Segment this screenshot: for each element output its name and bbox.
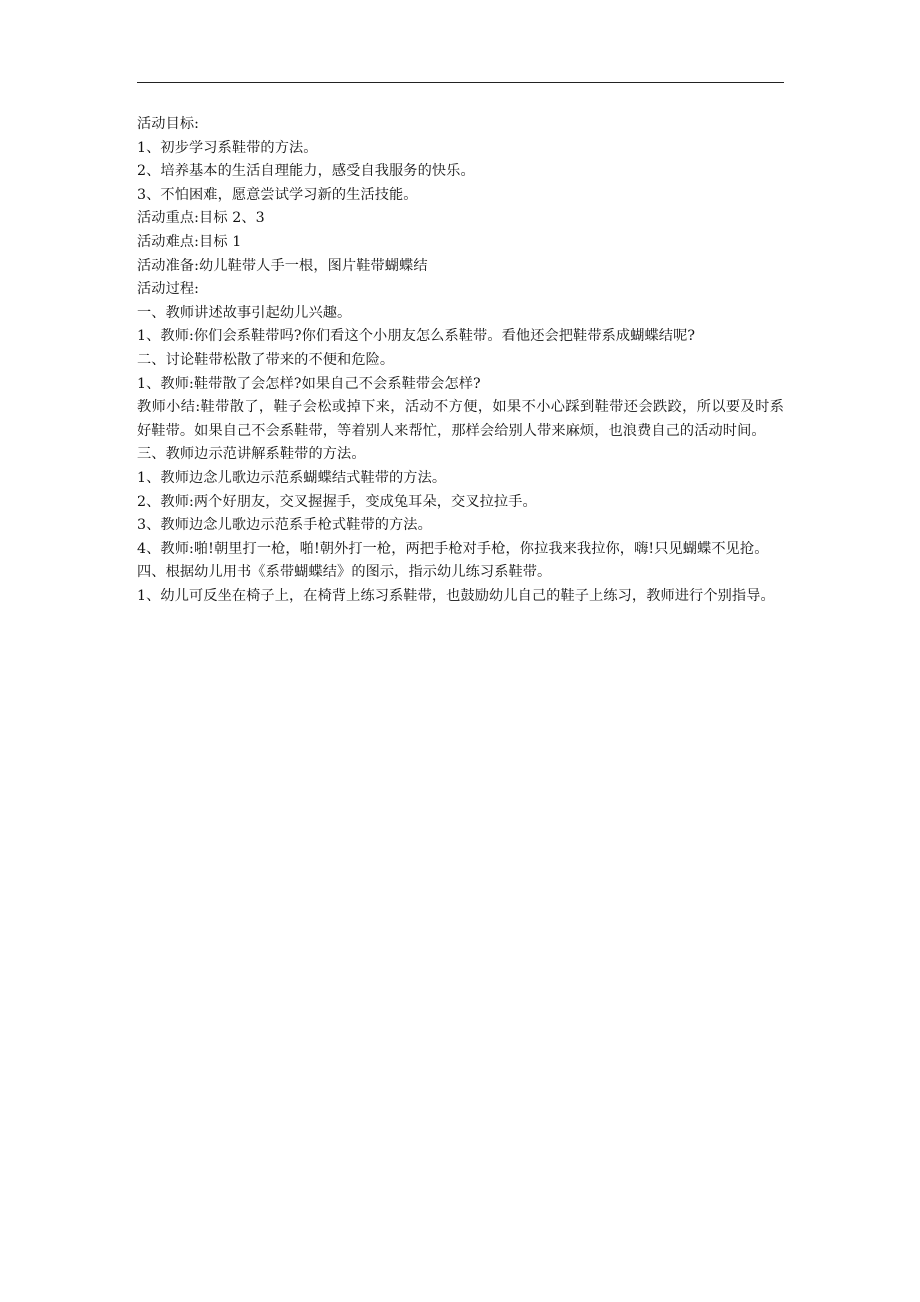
process-step-3-item-3: 3、教师边念儿歌边示范系手枪式鞋带的方法。 (137, 517, 432, 534)
objective-item-1: 1、初步学习系鞋带的方法。 (137, 139, 318, 156)
objective-item-2: 2、培养基本的生活自理能力，感受自我服务的快乐。 (137, 163, 475, 180)
process-step-1-heading: 一、教师讲述故事引起幼儿兴趣。 (137, 304, 352, 321)
section-heading-objectives: 活动目标: (137, 116, 200, 132)
process-step-2-item-1: 1、教师:鞋带散了会怎样?如果自己不会系鞋带会怎样? (137, 375, 481, 392)
difficulty-line: 活动难点:目标 1 (137, 233, 242, 250)
process-step-4-item-1: 1、幼儿可反坐在椅子上，在椅背上练习系鞋带，也鼓励幼儿自己的鞋子上练习，教师进行个别指导。 (137, 587, 775, 604)
process-step-3-heading: 三、教师边示范讲解系鞋带的方法。 (137, 446, 366, 463)
process-step-1-item-1: 1、教师:你们会系鞋带吗?你们看这个小朋友怎么系鞋带。看他还会把鞋带系成蝴蝶结呢? (137, 328, 696, 345)
section-heading-process: 活动过程: (137, 281, 200, 298)
process-step-2-heading: 二、讨论鞋带松散了带来的不便和危险。 (137, 351, 395, 368)
process-step-3-item-4: 4、教师:啪!朝里打一枪，啪!朝外打一枪，两把手枪对手枪，你拉我来我拉你，嗨!只见蝴蝶不见抢。 (137, 540, 769, 557)
document-body (137, 113, 784, 608)
process-step-3-item-1: 1、教师边念儿歌边示范系蝴蝶结式鞋带的方法。 (137, 469, 447, 486)
objective-item-3: 3、不怕困难，愿意尝试学习新的生活技能。 (137, 186, 418, 203)
process-step-3-item-2: 2、教师:两个好朋友，交叉握握手，变成兔耳朵，交叉拉拉手。 (137, 493, 537, 510)
header-rule (137, 82, 784, 83)
teacher-summary-paragraph: 教师小结:鞋带散了，鞋子会松或掉下来，活动不方便，如果不小心踩到鞋带还会跌跤，所以要及时系好鞋带。如果自己不会系鞋带，等着别人来帮忙，那样会给别人带来麻烦，也浪费自己的活动时间。 (137, 399, 784, 439)
process-step-4-heading: 四、根据幼儿用书《系带蝴蝶结》的图示，指示幼儿练习系鞋带。 (137, 564, 552, 581)
preparation-line: 活动准备:幼儿鞋带人手一根，图片鞋带蝴蝶结 (137, 257, 428, 274)
key-points-line: 活动重点:目标 2、3 (137, 210, 265, 227)
